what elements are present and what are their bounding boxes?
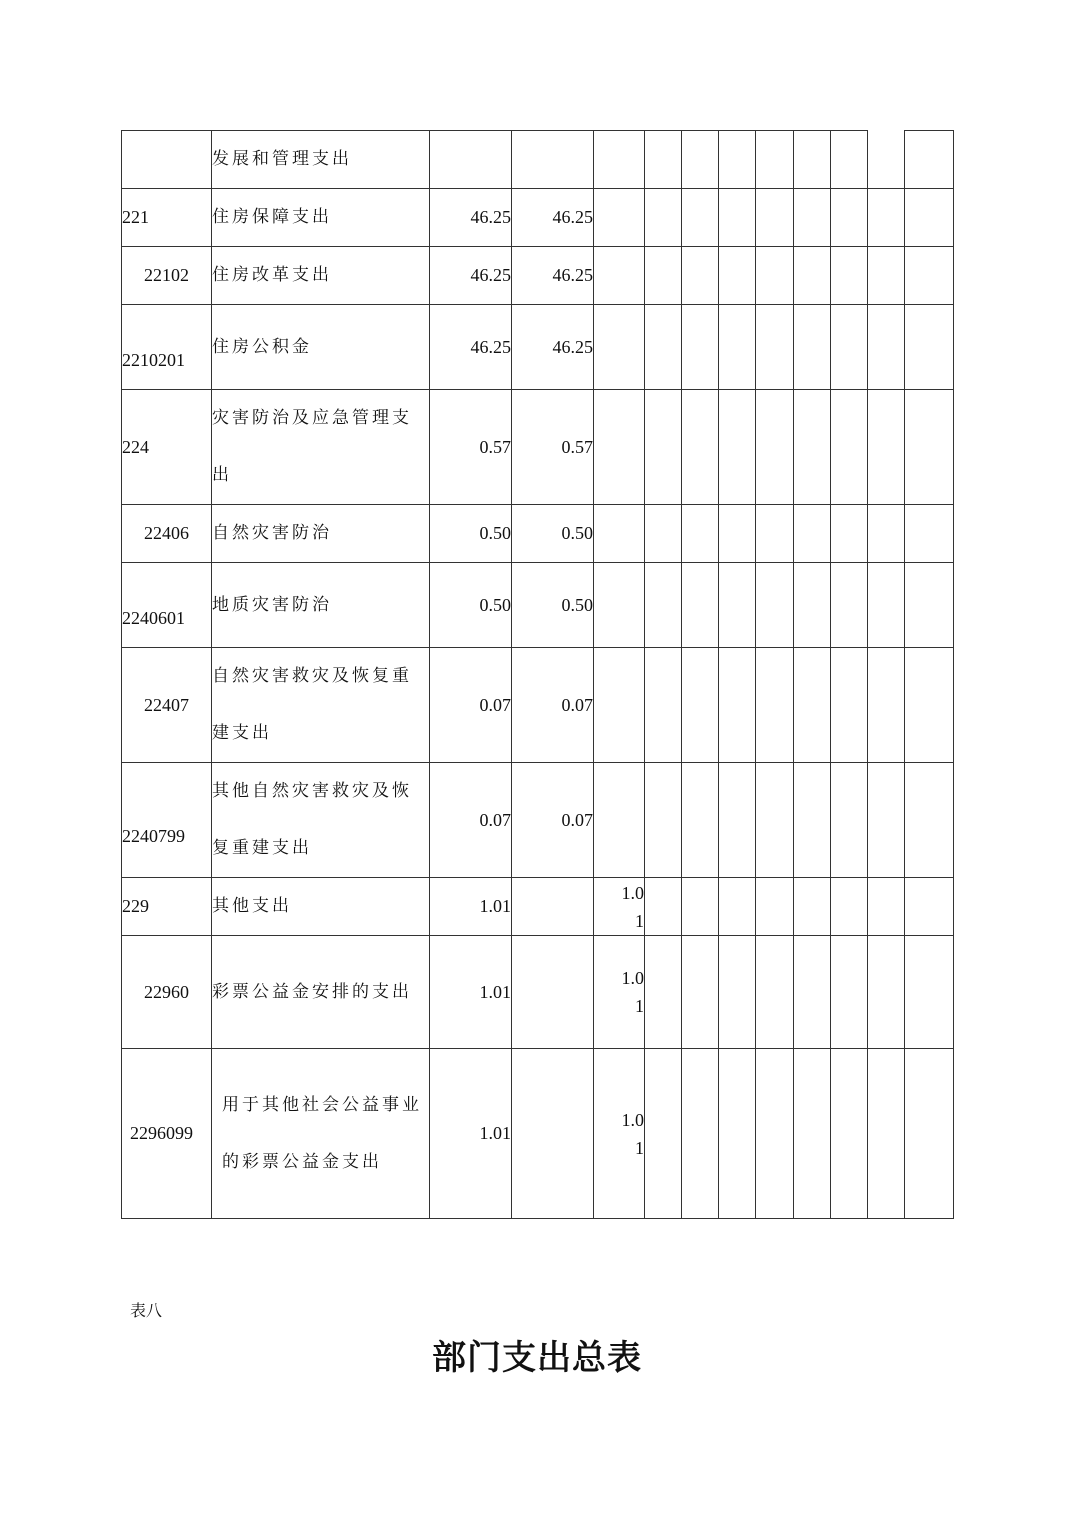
empty-cell xyxy=(831,763,868,878)
empty-cell xyxy=(831,131,868,189)
row-name: 灾害防治及应急管理支出 xyxy=(212,390,430,505)
row-project xyxy=(594,878,645,936)
empty-cell xyxy=(594,390,645,505)
empty-cell xyxy=(831,1049,868,1219)
table-row xyxy=(122,247,954,305)
empty-cell xyxy=(645,131,682,189)
empty-cell xyxy=(682,563,719,648)
empty-cell xyxy=(794,1049,831,1219)
empty-cell xyxy=(868,390,905,505)
row-code: 22960 xyxy=(122,936,212,1049)
row-code: 221 xyxy=(122,189,212,247)
empty-cell xyxy=(594,131,645,189)
row-total: 46.25 xyxy=(430,247,512,305)
empty-cell xyxy=(905,936,954,1049)
row-total: 0.57 xyxy=(430,390,512,505)
empty-cell xyxy=(868,131,905,189)
empty-cell xyxy=(905,1049,954,1219)
empty-cell xyxy=(756,763,794,878)
empty-cell xyxy=(905,131,954,189)
row-project-line-2: 1 xyxy=(635,1137,644,1158)
row-name: 彩票公益金安排的支出 xyxy=(212,936,430,1049)
empty-cell xyxy=(905,505,954,563)
empty-cell xyxy=(719,648,756,763)
empty-cell xyxy=(719,390,756,505)
empty-cell xyxy=(594,247,645,305)
empty-cell xyxy=(905,763,954,878)
row-project-line-1: 1.0 xyxy=(621,1109,644,1130)
empty-cell xyxy=(756,878,794,936)
empty-cell xyxy=(594,648,645,763)
empty-cell xyxy=(645,763,682,878)
empty-cell xyxy=(794,878,831,936)
empty-cell xyxy=(756,131,794,189)
row-name: 住房公积金 xyxy=(212,305,430,390)
empty-cell xyxy=(682,878,719,936)
empty-cell xyxy=(645,305,682,390)
empty-cell xyxy=(719,247,756,305)
row-basic: 0.07 xyxy=(512,648,594,763)
row-basic xyxy=(512,1049,594,1219)
empty-cell xyxy=(719,131,756,189)
row-name: 其他自然灾害救灾及恢复重建支出 xyxy=(212,763,430,878)
empty-cell xyxy=(756,247,794,305)
row-total: 0.07 xyxy=(430,763,512,878)
empty-cell xyxy=(868,936,905,1049)
empty-cell xyxy=(831,189,868,247)
row-code: 2240601 xyxy=(122,563,212,648)
budget-table xyxy=(121,130,954,1219)
empty-cell xyxy=(756,936,794,1049)
empty-cell xyxy=(594,189,645,247)
row-basic xyxy=(512,936,594,1049)
table-row xyxy=(122,648,954,763)
row-basic xyxy=(512,878,594,936)
table-row xyxy=(122,763,954,878)
row-code: 224 xyxy=(122,390,212,505)
row-basic xyxy=(512,131,594,189)
row-project-line-2: 1 xyxy=(635,996,644,1016)
row-total: 46.25 xyxy=(430,189,512,247)
empty-cell xyxy=(682,936,719,1049)
empty-cell xyxy=(905,390,954,505)
row-basic: 0.57 xyxy=(512,390,594,505)
empty-cell xyxy=(831,936,868,1049)
empty-cell xyxy=(905,305,954,390)
row-code: 2240799 xyxy=(122,763,212,878)
empty-cell xyxy=(905,189,954,247)
empty-cell xyxy=(682,763,719,878)
row-code: 2296099 xyxy=(122,1049,212,1219)
row-code xyxy=(122,131,212,189)
row-code: 2210201 xyxy=(122,305,212,390)
empty-cell xyxy=(868,648,905,763)
row-code: 22406 xyxy=(122,505,212,563)
empty-cell xyxy=(868,505,905,563)
row-code: 22407 xyxy=(122,648,212,763)
empty-cell xyxy=(868,305,905,390)
empty-cell xyxy=(794,505,831,563)
table-row xyxy=(122,878,954,936)
empty-cell xyxy=(682,1049,719,1219)
row-name: 地质灾害防治 xyxy=(212,563,430,648)
empty-cell xyxy=(719,1049,756,1219)
empty-cell xyxy=(645,189,682,247)
row-basic: 46.25 xyxy=(512,189,594,247)
empty-cell xyxy=(719,189,756,247)
empty-cell xyxy=(905,247,954,305)
row-total xyxy=(430,131,512,189)
empty-cell xyxy=(645,390,682,505)
table-row xyxy=(122,305,954,390)
row-project xyxy=(594,936,645,1049)
empty-cell xyxy=(794,648,831,763)
empty-cell xyxy=(794,247,831,305)
row-basic: 46.25 xyxy=(512,247,594,305)
table-row xyxy=(122,563,954,648)
row-name: 用于其他社会公益事业的彩票公益金支出 xyxy=(212,1049,430,1219)
table-row xyxy=(122,189,954,247)
empty-cell xyxy=(794,305,831,390)
empty-cell xyxy=(905,563,954,648)
empty-cell xyxy=(868,878,905,936)
empty-cell xyxy=(719,878,756,936)
table-label: 表八 xyxy=(130,1301,163,1320)
empty-cell xyxy=(645,936,682,1049)
empty-cell xyxy=(682,131,719,189)
empty-cell xyxy=(905,648,954,763)
empty-cell xyxy=(868,563,905,648)
row-total: 0.50 xyxy=(430,563,512,648)
row-name: 自然灾害救灾及恢复重建支出 xyxy=(212,648,430,763)
empty-cell xyxy=(756,390,794,505)
row-basic: 0.50 xyxy=(512,505,594,563)
page-title: 部门支出总表 xyxy=(432,1338,642,1378)
empty-cell xyxy=(645,505,682,563)
empty-cell xyxy=(794,131,831,189)
row-name: 住房保障支出 xyxy=(212,189,430,247)
empty-cell xyxy=(645,563,682,648)
empty-cell xyxy=(756,563,794,648)
empty-cell xyxy=(831,648,868,763)
empty-cell xyxy=(794,936,831,1049)
row-code: 229 xyxy=(122,878,212,936)
table-row xyxy=(122,390,954,505)
empty-cell xyxy=(719,505,756,563)
empty-cell xyxy=(719,763,756,878)
row-name: 住房改革支出 xyxy=(212,247,430,305)
table-row xyxy=(122,131,954,189)
empty-cell xyxy=(831,878,868,936)
empty-cell xyxy=(831,247,868,305)
empty-cell xyxy=(682,390,719,505)
empty-cell xyxy=(719,305,756,390)
row-basic: 46.25 xyxy=(512,305,594,390)
table-row xyxy=(122,936,954,1049)
row-name: 其他支出 xyxy=(212,878,430,936)
empty-cell xyxy=(594,763,645,878)
empty-cell xyxy=(756,648,794,763)
table-row xyxy=(122,505,954,563)
empty-cell xyxy=(719,563,756,648)
row-total: 1.01 xyxy=(430,1049,512,1219)
row-total: 0.07 xyxy=(430,648,512,763)
row-total: 46.25 xyxy=(430,305,512,390)
empty-cell xyxy=(905,878,954,936)
row-total: 1.01 xyxy=(430,936,512,1049)
empty-cell xyxy=(794,563,831,648)
empty-cell xyxy=(868,763,905,878)
row-total: 0.50 xyxy=(430,505,512,563)
row-project xyxy=(594,1049,645,1219)
row-name: 自然灾害防治 xyxy=(212,505,430,563)
empty-cell xyxy=(594,505,645,563)
table-row xyxy=(122,1049,954,1219)
row-project-line-1: 1.0 xyxy=(621,882,644,903)
empty-cell xyxy=(868,247,905,305)
empty-cell xyxy=(794,189,831,247)
empty-cell xyxy=(645,648,682,763)
empty-cell xyxy=(682,247,719,305)
row-project-line-2: 1 xyxy=(635,910,644,931)
empty-cell xyxy=(868,1049,905,1219)
empty-cell xyxy=(682,305,719,390)
empty-cell xyxy=(719,936,756,1049)
empty-cell xyxy=(756,505,794,563)
empty-cell xyxy=(756,305,794,390)
row-name: 发展和管理支出 xyxy=(212,131,430,189)
empty-cell xyxy=(682,648,719,763)
empty-cell xyxy=(831,563,868,648)
row-project-line-1: 1.0 xyxy=(621,968,644,988)
row-code: 22102 xyxy=(122,247,212,305)
empty-cell xyxy=(756,1049,794,1219)
empty-cell xyxy=(831,505,868,563)
empty-cell xyxy=(594,563,645,648)
empty-cell xyxy=(645,247,682,305)
empty-cell xyxy=(756,189,794,247)
empty-cell xyxy=(594,305,645,390)
empty-cell xyxy=(794,390,831,505)
row-basic: 0.50 xyxy=(512,563,594,648)
empty-cell xyxy=(831,390,868,505)
empty-cell xyxy=(794,763,831,878)
empty-cell xyxy=(868,189,905,247)
empty-cell xyxy=(831,305,868,390)
row-basic: 0.07 xyxy=(512,763,594,878)
empty-cell xyxy=(645,1049,682,1219)
empty-cell xyxy=(682,189,719,247)
empty-cell xyxy=(645,878,682,936)
empty-cell xyxy=(682,505,719,563)
row-total: 1.01 xyxy=(430,878,512,936)
